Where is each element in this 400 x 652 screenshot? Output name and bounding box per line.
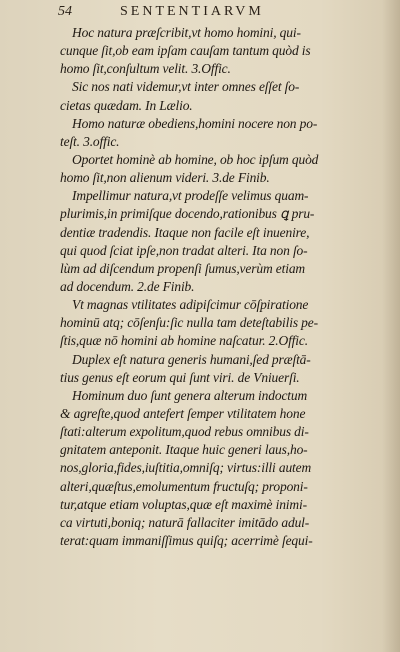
text-line: gnitatem anteponit. Itaque huic generi laus,ho- xyxy=(60,442,308,458)
text-line: ſtis,quæ nō homini ab homine naſcatur. 2.Offic. xyxy=(60,333,308,349)
page-edge-shadow xyxy=(382,0,400,652)
text-line: Hominum duo ſunt genera alterum indoctum xyxy=(72,387,308,403)
text-line: terat:quam immaniſſimus quiſq; acerrimè ſequi- xyxy=(60,532,313,548)
page-number: 54 xyxy=(58,4,72,19)
text-line: lùm ad diſcendum propenſi ſumus,verùm etiam xyxy=(60,260,306,276)
text-line: ſtati:alterum expolitum,quod rebus omnibus di- xyxy=(60,424,309,440)
text-line: cietas quædam. In Lælio. xyxy=(60,97,193,113)
text-line: dentiæ tradendis. Itaque non facile eſt inuenire, xyxy=(60,224,310,240)
page-header xyxy=(58,4,374,22)
text-line: nos,gloria,fides,iuſtitia,omniſq; virtus:illi autem xyxy=(60,460,312,476)
text-line: tius genus eſt eorum qui ſunt viri. de Vniuerſi. xyxy=(60,369,300,385)
text-line: Homo naturæ obediens,homini nocere non po- xyxy=(72,115,318,131)
text-line: Vt magnas vtilitates adipiſcimur cōſpiratione xyxy=(72,297,309,313)
text-line: hominū atq; cōſenſu:ſic nulla tam deteſtabilis pe- xyxy=(60,315,318,331)
text-line: Duplex eſt natura generis humani,ſed præſtā- xyxy=(72,351,311,367)
text-line: homo ſit,non alienum videri. 3.de Finib. xyxy=(60,170,270,186)
text-line: homo ſit,conſultum velit. 3.Offic. xyxy=(60,61,231,77)
text-line: & agreſte,quod antefert ſemper vtilitatem hone xyxy=(60,405,306,421)
text-line: ca virtuti,boniq; naturā fallaciter imitādo adul- xyxy=(60,514,310,530)
text-line: Oportet hominè ab homine, ob hoc ipſum quòd xyxy=(72,151,319,167)
text-line: Hoc natura præſcribit,vt homo homini, qui- xyxy=(72,25,301,40)
text-line: tur,atque etiam voluptas,quæ eſt maximè inimi- xyxy=(60,496,307,512)
text-line: ad docendum. 2.de Finib. xyxy=(60,278,195,294)
text-line: teſt. 3.offic. xyxy=(60,133,120,149)
text-line: plurimis,in primiſque docendo,rationibus ꝗ pru- xyxy=(60,206,315,222)
text-line: Impellimur natura,vt prodeſſe velimus quam- xyxy=(72,188,309,204)
running-head: SENTENTIARVM xyxy=(120,4,264,19)
text-line: Sic nos nati videmur,vt inter omnes eſſet ſo- xyxy=(72,79,300,95)
text-line: cunque ſit,ob eam ipſam cauſam tantum quòd is xyxy=(60,43,311,59)
text-line: qui quod ſciat ipſe,non tradat alteri. Ita non ſo- xyxy=(60,242,308,258)
text-block xyxy=(60,24,378,550)
text-line: alteri,quæſtus,emolumentum fructuſq; proponi- xyxy=(60,478,308,494)
